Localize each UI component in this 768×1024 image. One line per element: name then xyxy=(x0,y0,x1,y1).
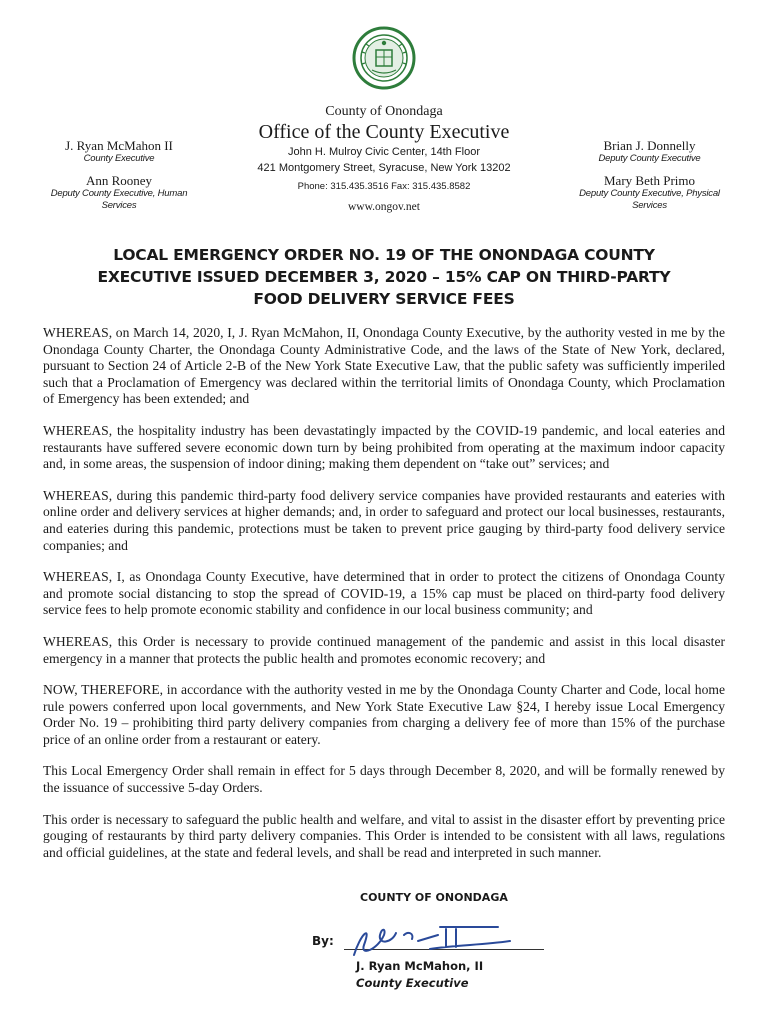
address-line-1: John H. Mulroy Civic Center, 14th Floor xyxy=(288,146,480,158)
paragraph-whereas-delivery-companies: WHEREAS, during this pandemic third-party food delivery service companies have provided restaurants and eateries with online order and delivery services at higher demands; and, in order to safeguard and protect our local businesses, restaurants, and eateries during this pandemic, protections must be taken to prevent price gauging by third-party food delivery service companies; and xyxy=(43,487,725,553)
phone-fax: Phone: 315.435.3516 Fax: 315.435.8582 xyxy=(297,181,471,192)
header-right-officials xyxy=(562,138,737,212)
paragraph-now-therefore: NOW, THEREFORE, in accordance with the authority vested in me by the Onondaga County Charter and Code, local home rule powers conferred upon local governments, and New York State Executive Law §24, I hereby issue Local Emergency Order No. 19 – prohibiting third party delivery companies from charging a delivery fee of more than 15% of the purchase price of an online order from a restaurant or eatery. xyxy=(43,682,725,747)
order-body xyxy=(43,325,725,876)
order-title-line-2: EXECUTIVE ISSUED DECEMBER 3, 2020 – 15% CAP ON THIRD-PARTY xyxy=(97,268,671,286)
order-title xyxy=(40,244,728,310)
paragraph-whereas-proclamation: WHEREAS, on March 14, 2020, I, J. Ryan McMahon, II, Onondaga County Executive, by the authority vested in me by the Onondaga County Charter, the Onondaga County Administrative Code, and the laws of the State of New York, declared, pursuant to Section 24 of Article 2-B of the New York State Executive Law, that the public safety was sufficiently imperiled such that a Proclamation of Emergency was declared within the territorial limits of Onondaga County, which Proclamation of Emergency has been extended; and xyxy=(43,325,725,407)
county-executive-name: J. Ryan McMahon II xyxy=(65,138,173,153)
website-link[interactable]: www.ongov.net xyxy=(348,201,420,213)
order-title-line-1: LOCAL EMERGENCY ORDER NO. 19 OF THE ONONDAGA COUNTY xyxy=(113,246,655,264)
county-seal-icon xyxy=(352,26,416,90)
header-left-officials xyxy=(34,138,204,212)
signature-county: COUNTY OF ONONDAGA xyxy=(360,891,508,904)
deputy-physical-services-name: Mary Beth Primo xyxy=(604,173,695,188)
paragraph-whereas-hospitality: WHEREAS, the hospitality industry has been devastatingly impacted by the COVID-19 pandemic, and local eateries and restaurants have suffered severe economic down turn by being prohibited from operating at the maximum indoor capacity and, in some areas, the suspension of indoor dining; making them dependent on “take out” services; and xyxy=(43,422,725,472)
county-name: County of Onondaga xyxy=(325,104,443,119)
deputy-executive-title: Deputy County Executive xyxy=(598,153,701,164)
deputy-human-services-name: Ann Rooney xyxy=(85,173,153,188)
signature-by-label: By: xyxy=(312,934,334,948)
county-executive-title: County Executive xyxy=(83,153,155,164)
order-title-line-3: FOOD DELIVERY SERVICE FEES xyxy=(253,290,515,308)
address-line-2: 421 Montgomery Street, Syracuse, New York 13202 xyxy=(257,162,511,174)
deputy-human-services-title: Deputy County Executive, Human Services xyxy=(50,188,188,211)
paragraph-effective-period: This Local Emergency Order shall remain in effect for 5 days through December 8, 2020, and will be formally renewed by the issuance of successive 5-day Orders. xyxy=(43,763,725,796)
paragraph-necessity: This order is necessary to safeguard the public health and welfare, and vital to assist in the disaster effort by preventing price gouging of restaurants by third party delivery companies. This Order is intended to be consistent with all laws, regulations and official guidelines, at the state and federal levels, and shall be read and interpreted in such manner. xyxy=(43,811,725,860)
deputy-physical-services-title: Deputy County Executive, Physical Services xyxy=(579,188,720,211)
signatory-name: J. Ryan McMahon, II xyxy=(356,959,484,973)
handwritten-signature xyxy=(334,905,534,967)
office-name: Office of the County Executive xyxy=(258,121,510,143)
deputy-executive-name: Brian J. Donnelly xyxy=(603,138,696,153)
signatory-title: County Executive xyxy=(356,976,469,990)
paragraph-whereas-fee-cap: WHEREAS, I, as Onondaga County Executive, have determined that in order to protect the citizens of Onondaga County and promote social distancing to stop the spread of COVID-19, a 15% cap must be placed on third-party food delivery service fees to help promote economic stability and confidence in our local business community; and xyxy=(43,569,725,618)
letterhead xyxy=(224,104,544,214)
paragraph-whereas-management: WHEREAS, this Order is necessary to provide continued management of the pandemic and assist in this local disaster emergency in a manner that protects the public health and promotes economic recovery; and xyxy=(43,633,725,666)
